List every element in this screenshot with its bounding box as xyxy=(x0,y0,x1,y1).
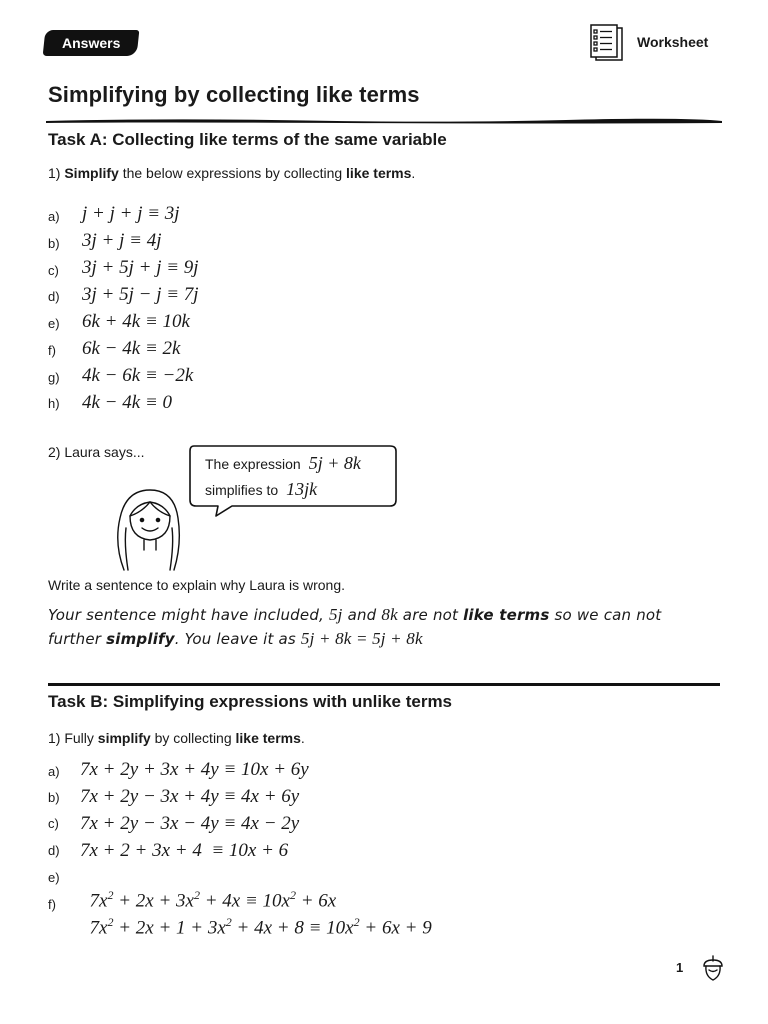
item-letter: h) xyxy=(48,396,60,411)
answer-keyword: simplify xyxy=(106,630,175,648)
task-a-answer: 4k − 6k ≡ −2k xyxy=(82,365,194,386)
exponent: 2 xyxy=(225,915,232,929)
bubble-text: simplifies to xyxy=(205,482,279,498)
laura-illustration xyxy=(108,484,190,574)
task-a-answer: 3j + 5j − j ≡ 7j xyxy=(82,284,199,305)
expr-part: + 2x + 1 + 3x xyxy=(113,917,226,939)
item-letter: c) xyxy=(48,263,59,278)
task-a-answer: 3j + j ≡ 4j xyxy=(82,230,162,251)
expr-part: 7x xyxy=(89,917,108,939)
item-letter: c) xyxy=(48,816,59,831)
instruction-keyword: like terms xyxy=(346,165,412,181)
answer-text: further xyxy=(48,630,107,648)
answer-expression: 5j + 8k = 5j + 8k xyxy=(300,629,423,648)
answers-badge xyxy=(43,30,140,56)
item-letter: f) xyxy=(48,897,56,912)
task-a-answer: 3j + 5j + j ≡ 9j xyxy=(82,257,199,278)
answer-expression: 8k xyxy=(381,605,398,624)
answers-badge-label: Answers xyxy=(61,35,121,51)
instruction-text: . xyxy=(411,165,416,181)
page-title: Simplifying by collecting like terms xyxy=(48,82,420,107)
task-b-answer xyxy=(80,893,432,939)
task-a-answer: 6k + 4k ≡ 10k xyxy=(82,311,190,332)
task-b-instruction xyxy=(48,730,305,746)
task-a-answer: 4k − 4k ≡ 0 xyxy=(82,392,173,413)
question-2-label: 2) Laura says... xyxy=(48,444,145,460)
answer-text: are not xyxy=(397,606,464,624)
answer-text: so we can not xyxy=(549,606,662,624)
task-a-answer: j + j + j ≡ 3j xyxy=(82,203,180,224)
bubble-expression: 5j + 8k xyxy=(308,453,361,473)
task-divider xyxy=(48,683,720,686)
task-a-heading: Task A: Collecting like terms of the same variable xyxy=(48,130,447,149)
bubble-line-1 xyxy=(205,453,361,474)
item-letter: e) xyxy=(48,870,60,885)
task-a-instruction xyxy=(48,165,415,181)
expr-part: + 2x + 3x xyxy=(113,890,194,912)
answer-expression: 5j xyxy=(328,605,343,624)
bubble-expression: 13jk xyxy=(286,479,318,499)
instruction-keyword: like terms xyxy=(235,730,301,746)
instruction-keyword: simplify xyxy=(97,730,151,746)
worksheet-label: Worksheet xyxy=(637,34,709,50)
item-letter: b) xyxy=(48,790,60,805)
worksheet-icon xyxy=(588,24,628,64)
expr-part: + 4x ≡ 10x xyxy=(199,890,290,912)
item-letter: d) xyxy=(48,289,60,304)
task-b-answer: 7x + 2y − 3x − 4y ≡ 4x − 2y xyxy=(80,813,300,834)
expr-part: + 4x + 8 ≡ 10x xyxy=(231,917,354,939)
item-letter: b) xyxy=(48,236,60,251)
item-letter: a) xyxy=(48,209,60,224)
answer-text: and xyxy=(342,606,382,624)
item-letter: a) xyxy=(48,764,60,779)
title-underline xyxy=(46,117,722,125)
exponent: 2 xyxy=(107,915,114,929)
expr-part: + 6x xyxy=(295,890,337,912)
page-number: 1 xyxy=(676,960,684,975)
task-b-heading: Task B: Simplifying expressions with unlike terms xyxy=(48,692,453,711)
bubble-text: The expression xyxy=(205,456,301,472)
instruction-text: by collecting xyxy=(150,730,236,746)
instruction-text: . xyxy=(300,730,305,746)
bubble-line-2 xyxy=(205,479,317,500)
task-b-answer: 7x + 2y − 3x + 4y ≡ 4x + 6y xyxy=(80,786,300,807)
item-letter: d) xyxy=(48,843,60,858)
exponent: 2 xyxy=(193,888,200,902)
task-b-answer: 7x + 2 + 3x + 4 ≡ 10x + 6 xyxy=(80,840,289,861)
item-letter: f) xyxy=(48,343,56,358)
instruction-text: the below expressions by collecting xyxy=(118,165,347,181)
instruction-text: 1) Fully xyxy=(48,730,98,746)
instruction-keyword: Simplify xyxy=(64,165,119,181)
exponent: 2 xyxy=(353,915,360,929)
answer-keyword: like terms xyxy=(463,606,550,624)
task-b-answer: 7x + 2y + 3x + 4y ≡ 10x + 6y xyxy=(80,759,309,780)
expr-part: + 6x + 9 xyxy=(359,917,432,939)
exponent: 2 xyxy=(107,888,114,902)
question-2-prompt: Write a sentence to explain why Laura is wrong. xyxy=(48,577,346,593)
answer-text: Your sentence might have included, xyxy=(48,606,329,624)
item-letter: g) xyxy=(48,370,60,385)
answer-text: . You leave it as xyxy=(174,630,301,648)
answer-line-1 xyxy=(48,605,708,625)
instruction-number: 1) xyxy=(48,165,65,181)
exponent: 2 xyxy=(289,888,296,902)
acorn-icon xyxy=(700,952,726,982)
expr-part: 7x xyxy=(89,890,108,912)
task-a-answer: 6k − 4k ≡ 2k xyxy=(82,338,181,359)
answer-line-2 xyxy=(48,629,708,649)
item-letter: e) xyxy=(48,316,60,331)
